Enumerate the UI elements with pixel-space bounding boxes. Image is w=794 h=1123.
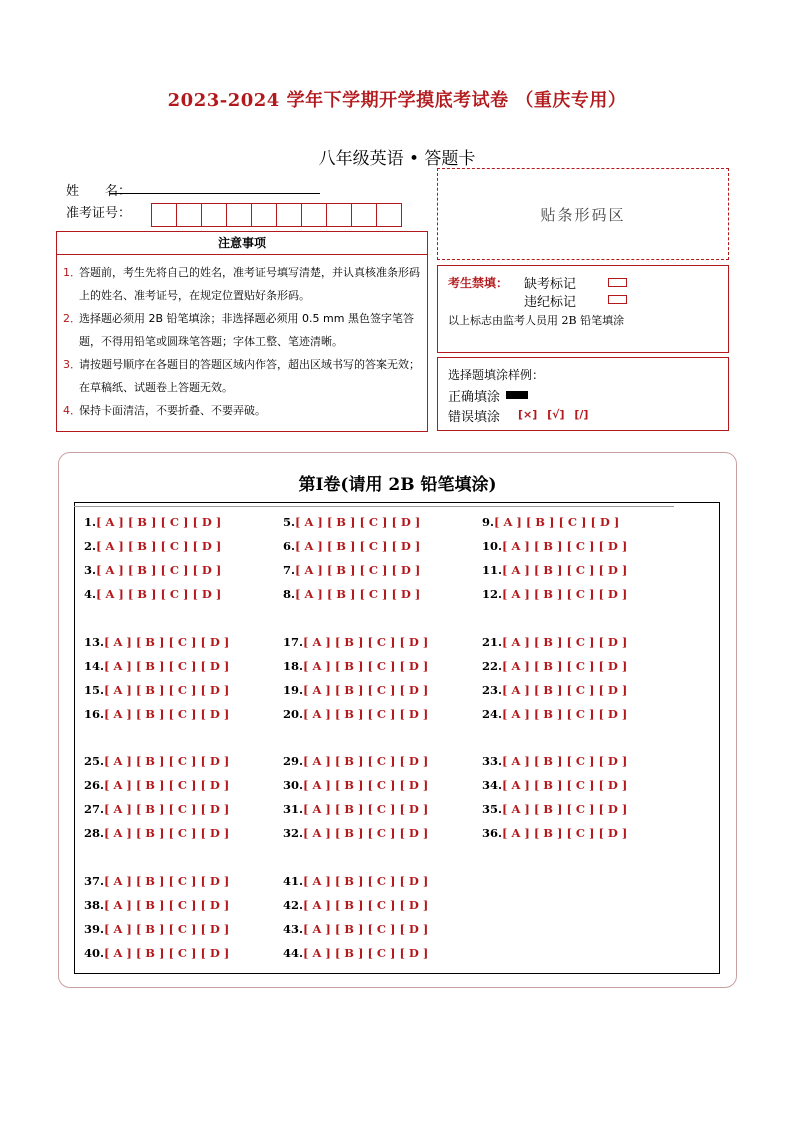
correct-fill-swatch <box>506 391 528 399</box>
question-row[interactable] <box>84 754 229 768</box>
question-row[interactable] <box>482 683 627 697</box>
name-label: 姓 名： <box>66 184 132 199</box>
question-number: 26. <box>84 778 105 792</box>
forbid-note: 以上标志由监考人员用 2B 铅笔填涂 <box>448 314 625 327</box>
question-number: 3. <box>84 563 97 577</box>
notice-panel <box>56 231 428 432</box>
barcode-area <box>437 168 729 260</box>
exam-id-digit-box[interactable] <box>326 203 352 227</box>
exam-id-digit-box[interactable] <box>376 203 402 227</box>
answer-options[interactable]: [ A ] [ B ] [ C ] [ D ] <box>502 802 628 816</box>
question-number: 9. <box>482 515 495 529</box>
question-number: 29. <box>283 754 304 768</box>
notice-item: 4． 保持卡面清洁，不要折叠、不要弄破。 <box>63 404 266 417</box>
exam-id-label: 准考证号： <box>66 206 132 221</box>
notice-item: 2． 选择题必须用 2B 铅笔填涂；非选择题必须用 0.5 mm 黑色签字笔答题，不得用铅笔或圆珠笔答题；字体工整、笔迹清晰。 <box>63 312 414 348</box>
question-number: 22. <box>482 659 503 673</box>
answer-options[interactable]: [ A ] [ B ] [ C ] [ D ] <box>303 754 429 768</box>
violation-mark-label: 违纪标记 <box>524 295 577 310</box>
question-row[interactable] <box>84 683 229 697</box>
question-number: 2. <box>84 539 97 553</box>
notice-item: 1． 答题前，考生先将自己的姓名，准考证号填写清楚，并认真核准条形码上的姓名、准考证号，在规定位置贴好条形码。 <box>63 266 420 302</box>
answer-options[interactable]: [ A ] [ B ] [ C ] [ D ] <box>502 563 628 577</box>
question-number: 40. <box>84 946 105 960</box>
question-row[interactable] <box>283 754 428 768</box>
answer-options[interactable]: [ A ] [ B ] [ C ] [ D ] <box>104 635 230 649</box>
question-row[interactable] <box>84 826 229 840</box>
answer-grid <box>74 502 720 974</box>
question-row[interactable] <box>84 515 221 529</box>
question-row[interactable] <box>84 946 229 960</box>
answer-options[interactable]: [ A ] [ B ] [ C ] [ D ] <box>104 826 230 840</box>
answer-options[interactable]: [ A ] [ B ] [ C ] [ D ] <box>502 587 628 601</box>
exam-id-digit-box[interactable] <box>226 203 252 227</box>
question-row[interactable] <box>84 802 229 816</box>
exam-id-digit-box[interactable] <box>176 203 202 227</box>
question-row[interactable] <box>84 659 229 673</box>
question-row[interactable] <box>283 659 428 673</box>
answer-options[interactable]: [ A ] [ B ] [ C ] [ D ] <box>295 587 421 601</box>
notice-item: 3． 请按题号顺序在各题目的答题区域内作答，超出区域书写的答案无效；在草稿纸、试题卷上答题无效。 <box>63 358 420 394</box>
answer-options[interactable]: [ A ] [ B ] [ C ] [ D ] <box>502 659 628 673</box>
question-number: 19. <box>283 683 304 697</box>
sample-heading: 选择题填涂样例： <box>448 368 545 382</box>
answer-options[interactable]: [ A ] [ B ] [ C ] [ D ] <box>303 898 429 912</box>
answer-options[interactable]: [ A ] [ B ] [ C ] [ D ] <box>502 754 628 768</box>
question-number: 35. <box>482 802 503 816</box>
answer-options[interactable]: [ A ] [ B ] [ C ] [ D ] <box>104 922 230 936</box>
answer-options[interactable]: [ A ] [ B ] [ C ] [ D ] <box>96 515 222 529</box>
answer-options[interactable]: [ A ] [ B ] [ C ] [ D ] <box>295 539 421 553</box>
question-row[interactable] <box>84 635 229 649</box>
question-row[interactable] <box>84 898 229 912</box>
answer-options[interactable]: [ A ] [ B ] [ C ] [ D ] <box>502 778 628 792</box>
question-row[interactable] <box>283 515 420 529</box>
answer-options[interactable]: [ A ] [ B ] [ C ] [ D ] <box>494 515 620 529</box>
answer-options[interactable]: [ A ] [ B ] [ C ] [ D ] <box>303 874 429 888</box>
question-number: 10. <box>482 539 503 553</box>
wrong-fill-marks <box>518 408 588 421</box>
question-number: 14. <box>84 659 105 673</box>
question-number: 28. <box>84 826 105 840</box>
exam-id-digit-box[interactable] <box>351 203 377 227</box>
barcode-label: 贴条形码区 <box>540 205 626 224</box>
answer-options[interactable]: [ A ] [ B ] [ C ] [ D ] <box>303 707 429 721</box>
question-number: 25. <box>84 754 105 768</box>
question-number: 30. <box>283 778 304 792</box>
question-row[interactable] <box>283 898 428 912</box>
answer-options[interactable]: [ A ] [ B ] [ C ] [ D ] <box>303 922 429 936</box>
question-number: 15. <box>84 683 105 697</box>
card-subtitle: 八年级英语 • 答题卡 <box>318 149 476 169</box>
question-row[interactable] <box>283 826 428 840</box>
exam-id-digit-box[interactable] <box>151 203 177 227</box>
question-number: 1. <box>84 515 97 529</box>
question-row[interactable] <box>283 587 420 601</box>
question-row[interactable] <box>283 874 428 888</box>
answer-options[interactable]: [ A ] [ B ] [ C ] [ D ] <box>96 587 222 601</box>
question-row[interactable] <box>482 802 627 816</box>
fill-sample-panel <box>437 357 729 431</box>
question-number: 6. <box>283 539 296 553</box>
answer-options[interactable]: [ A ] [ B ] [ C ] [ D ] <box>502 683 628 697</box>
forbid-label: 考生禁填： <box>448 276 509 290</box>
wrong-mark-slash: [/] <box>574 408 589 421</box>
question-row[interactable] <box>482 659 627 673</box>
violation-mark-box[interactable] <box>608 295 627 304</box>
question-number: 41. <box>283 874 304 888</box>
answer-options[interactable]: [ A ] [ B ] [ C ] [ D ] <box>104 754 230 768</box>
wrong-fill-label: 错误填涂 <box>448 410 501 425</box>
question-number: 4. <box>84 587 97 601</box>
question-row[interactable] <box>283 635 428 649</box>
exam-title: 2023-2024 学年下学期开学摸底考试卷 （重庆专用） <box>167 90 627 111</box>
answer-options[interactable]: [ A ] [ B ] [ C ] [ D ] <box>303 946 429 960</box>
absent-mark-box[interactable] <box>608 278 627 287</box>
question-number: 7. <box>283 563 296 577</box>
notice-list <box>57 255 427 422</box>
question-number: 8. <box>283 587 296 601</box>
question-row[interactable] <box>84 563 221 577</box>
question-number: 38. <box>84 898 105 912</box>
question-number: 36. <box>482 826 503 840</box>
question-row[interactable] <box>84 874 229 888</box>
answer-options[interactable]: [ A ] [ B ] [ C ] [ D ] <box>104 707 230 721</box>
question-number: 17. <box>283 635 304 649</box>
answer-options[interactable]: [ A ] [ B ] [ C ] [ D ] <box>295 515 421 529</box>
question-number: 44. <box>283 946 304 960</box>
answer-options[interactable]: [ A ] [ B ] [ C ] [ D ] <box>104 683 230 697</box>
absent-mark-label: 缺考标记 <box>524 277 577 292</box>
answer-options[interactable]: [ A ] [ B ] [ C ] [ D ] <box>104 659 230 673</box>
answer-options[interactable]: [ A ] [ B ] [ C ] [ D ] <box>295 563 421 577</box>
question-row[interactable] <box>283 802 428 816</box>
question-number: 5. <box>283 515 296 529</box>
question-row[interactable] <box>283 946 428 960</box>
question-number: 21. <box>482 635 503 649</box>
answer-options[interactable]: [ A ] [ B ] [ C ] [ D ] <box>303 683 429 697</box>
question-number: 33. <box>482 754 503 768</box>
question-row[interactable] <box>482 515 619 529</box>
question-number: 13. <box>84 635 105 649</box>
question-row[interactable] <box>283 922 428 936</box>
correct-fill-label: 正确填涂 <box>448 390 501 405</box>
answer-options[interactable]: [ A ] [ B ] [ C ] [ D ] <box>303 635 429 649</box>
question-number: 37. <box>84 874 105 888</box>
question-row[interactable] <box>482 826 627 840</box>
question-number: 23. <box>482 683 503 697</box>
answer-options[interactable]: [ A ] [ B ] [ C ] [ D ] <box>502 539 628 553</box>
question-number: 42. <box>283 898 304 912</box>
question-row[interactable] <box>283 778 428 792</box>
question-row[interactable] <box>84 922 229 936</box>
answer-options[interactable]: [ A ] [ B ] [ C ] [ D ] <box>502 826 628 840</box>
question-row[interactable] <box>84 587 221 601</box>
proctor-only-panel <box>437 265 729 353</box>
question-number: 20. <box>283 707 304 721</box>
question-row[interactable] <box>482 563 627 577</box>
answer-options[interactable]: [ A ] [ B ] [ C ] [ D ] <box>104 898 230 912</box>
question-row[interactable] <box>283 707 428 721</box>
question-number: 27. <box>84 802 105 816</box>
answer-options[interactable]: [ A ] [ B ] [ C ] [ D ] <box>303 778 429 792</box>
question-row[interactable] <box>84 707 229 721</box>
answer-options[interactable]: [ A ] [ B ] [ C ] [ D ] <box>502 635 628 649</box>
question-row[interactable] <box>482 587 627 601</box>
question-number: 11. <box>482 563 503 577</box>
part-one-section <box>58 452 737 988</box>
question-number: 31. <box>283 802 304 816</box>
wrong-mark-cross: [×] <box>518 408 538 421</box>
grid-divider <box>74 506 674 507</box>
exam-id-digit-box[interactable] <box>201 203 227 227</box>
question-row[interactable] <box>482 707 627 721</box>
exam-id-boxes[interactable] <box>151 203 401 227</box>
answer-options[interactable]: [ A ] [ B ] [ C ] [ D ] <box>96 539 222 553</box>
question-number: 39. <box>84 922 105 936</box>
exam-id-digit-box[interactable] <box>251 203 277 227</box>
answer-options[interactable]: [ A ] [ B ] [ C ] [ D ] <box>104 778 230 792</box>
question-row[interactable] <box>482 754 627 768</box>
question-row[interactable] <box>482 635 627 649</box>
question-row[interactable] <box>283 683 428 697</box>
exam-id-digit-box[interactable] <box>301 203 327 227</box>
answer-options[interactable]: [ A ] [ B ] [ C ] [ D ] <box>303 826 429 840</box>
question-number: 16. <box>84 707 105 721</box>
question-number: 34. <box>482 778 503 792</box>
answer-options[interactable]: [ A ] [ B ] [ C ] [ D ] <box>303 802 429 816</box>
name-field[interactable] <box>110 193 320 194</box>
question-number: 32. <box>283 826 304 840</box>
answer-options[interactable]: [ A ] [ B ] [ C ] [ D ] <box>96 563 222 577</box>
question-number: 43. <box>283 922 304 936</box>
section-title: 第Ⅰ卷(请用 2B 铅笔填涂) <box>298 475 497 495</box>
wrong-mark-check: [√] <box>547 408 565 421</box>
question-row[interactable] <box>84 778 229 792</box>
answer-options[interactable]: [ A ] [ B ] [ C ] [ D ] <box>104 874 230 888</box>
answer-options[interactable]: [ A ] [ B ] [ C ] [ D ] <box>502 707 628 721</box>
notice-heading: 注意事项 <box>57 232 427 255</box>
question-row[interactable] <box>84 539 221 553</box>
exam-id-digit-box[interactable] <box>276 203 302 227</box>
question-row[interactable] <box>283 563 420 577</box>
question-row[interactable] <box>283 539 420 553</box>
question-row[interactable] <box>482 778 627 792</box>
question-number: 18. <box>283 659 304 673</box>
question-number: 12. <box>482 587 503 601</box>
answer-options[interactable]: [ A ] [ B ] [ C ] [ D ] <box>104 946 230 960</box>
question-row[interactable] <box>482 539 627 553</box>
question-number: 24. <box>482 707 503 721</box>
answer-options[interactable]: [ A ] [ B ] [ C ] [ D ] <box>303 659 429 673</box>
answer-options[interactable]: [ A ] [ B ] [ C ] [ D ] <box>104 802 230 816</box>
